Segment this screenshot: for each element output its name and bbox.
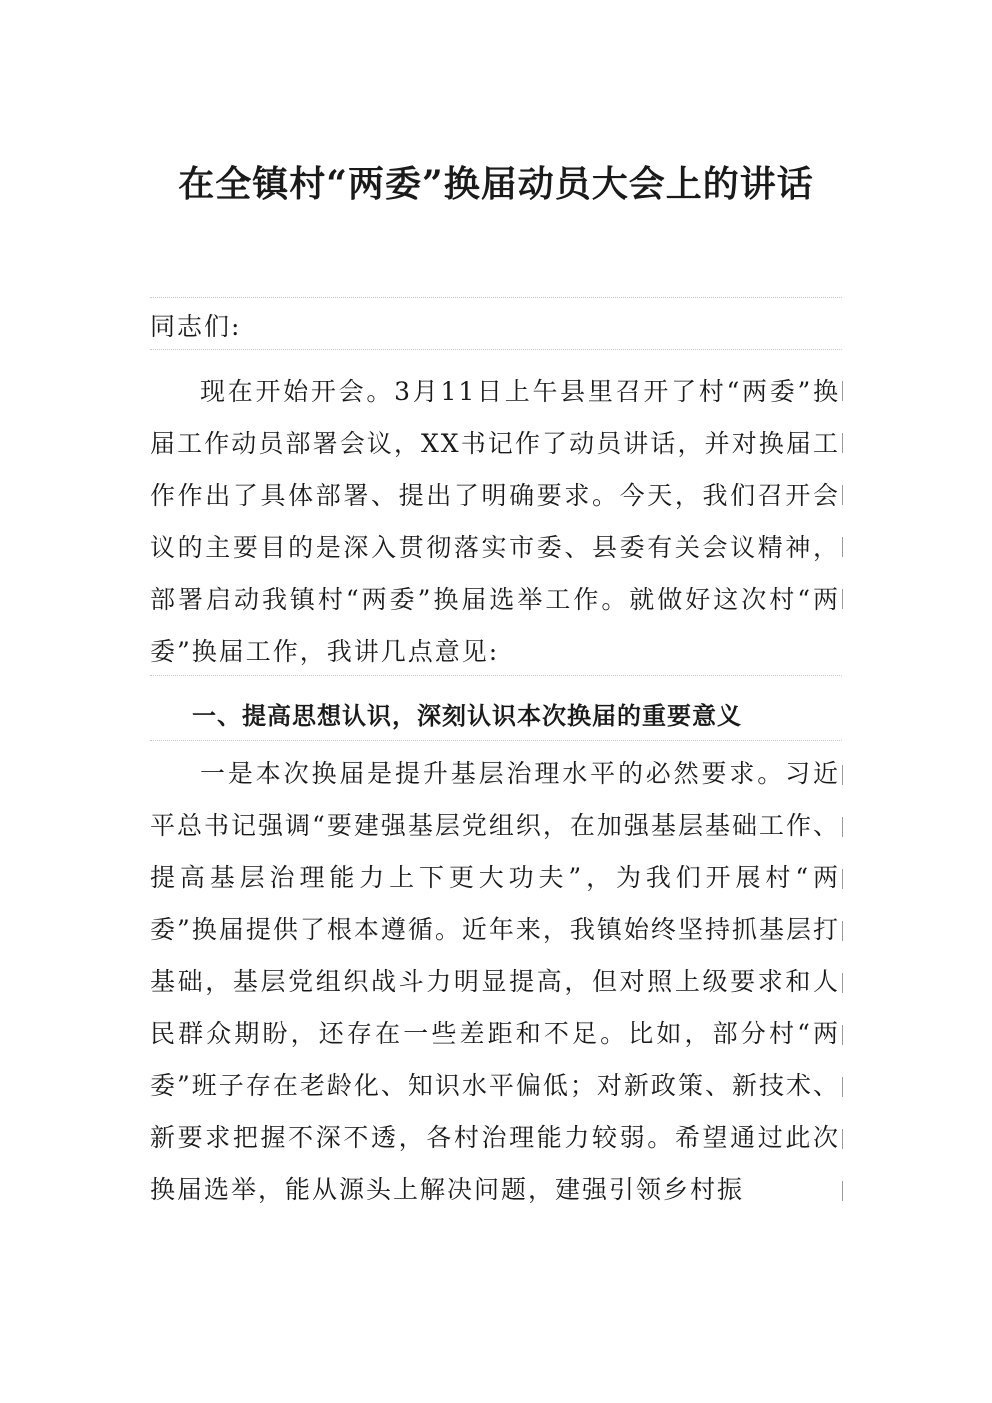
line-marker [842,1129,843,1149]
line-marker [842,1077,843,1097]
paragraph-2: 一是本次换届是提升基层治理水平的必然要求。习近平总书记强调“要建强基层党组织，在加强基层基础工作、提高基层治理能力上下更大功夫”，为我们开展村“两委”换届提供了根本遵循。近年来，我镇始终坚持抓基层打基础，基层党组织战斗力明显提高，但对照上级要求和人民群众期盼，还存在一些差距和不足。比如，部分村“两委”班子存在老龄化、知识水平偏低；对新政策、新技术、新要求把握不深不透，各村治理能力较弱。希望通过此次换届选举，能从源头上解决问题，建强引领乡村振 [150,759,840,1204]
line-marker [842,537,843,557]
line-marker [842,381,843,401]
divider [150,349,842,350]
line-marker [842,1025,843,1045]
line-marker [842,485,843,505]
salutation: 同志们: [150,312,242,341]
line-marker [842,869,843,889]
divider [150,740,842,741]
line-marker [842,1181,843,1201]
divider [150,675,842,676]
line-marker [842,921,843,941]
line-marker [842,973,843,993]
line-marker [842,433,843,453]
divider [150,297,842,298]
section-heading-1: 一、提高思想认识，深刻认识本次换届的重要意义 [192,701,742,730]
line-marker [842,589,843,609]
paragraph-1: 现在开始开会。3月11日上午县里召开了村“两委”换届工作动员部署会议，XX书记作了动员讲话，并对换届工作作出了具体部署、提出了明确要求。今天，我们召开会议的主要目的是深入贯彻落实市委、县委有关会议精神，部署启动我镇村“两委”换届选举工作。就做好这次村“两委”换届工作，我讲几点意见: [150,377,840,666]
line-marker [842,765,843,785]
document-title: 在全镇村“两委”换届动员大会上的讲话 [178,163,814,205]
line-marker [842,817,843,837]
